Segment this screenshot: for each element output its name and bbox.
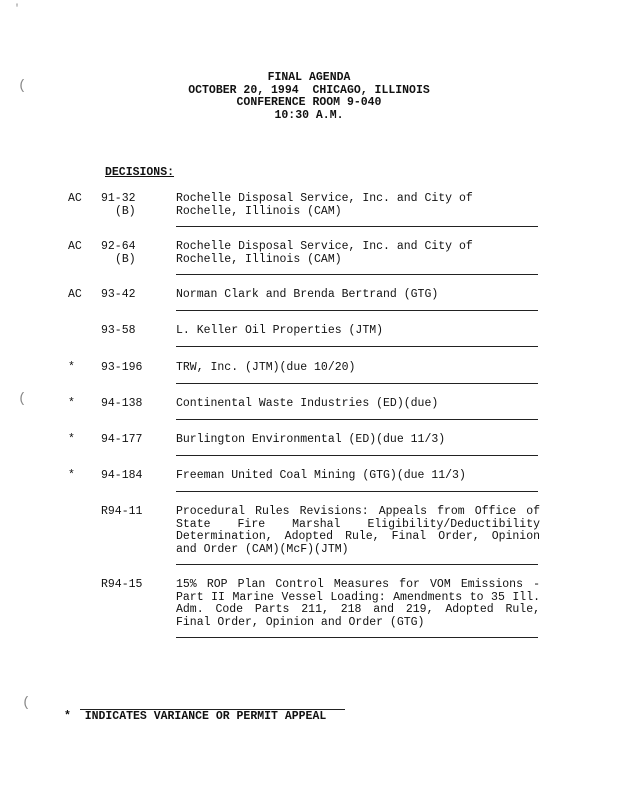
item-title: Rochelle Disposal Service, Inc. and City of Rochelle, Illinois (CAM) <box>176 192 473 218</box>
item-mark: * <box>68 433 75 446</box>
footnote: * INDICATES VARIANCE OR PERMIT APPEAL <box>64 710 327 723</box>
agenda-title: FINAL AGENDA <box>267 71 351 84</box>
docket-sub: (B) <box>115 252 136 266</box>
item-title: Procedural Rules Revisions: Appeals from Office of State Fire Marshal Eligibility/Deductibility Determination, Adopted Rule, Final Order, Opinion and Order (CAM)(McF)(JTM) <box>176 505 540 556</box>
item-mark: * <box>68 397 75 410</box>
docket-number: 93-196 <box>101 361 143 374</box>
section-title: DECISIONS: <box>105 166 175 179</box>
signature-line <box>176 226 538 227</box>
signature-line <box>176 455 538 456</box>
signature-line <box>176 637 538 638</box>
item-title: L. Keller Oil Properties (JTM) <box>176 324 384 337</box>
signature-line <box>176 564 538 565</box>
item-title: Burlington Environmental (ED)(due 11/3) <box>176 433 446 446</box>
agenda-header <box>0 72 618 122</box>
signature-line <box>176 310 538 311</box>
scan-speck: ( <box>22 695 31 711</box>
scan-speck: ' <box>14 4 21 15</box>
signature-line <box>176 419 538 420</box>
item-mark: * <box>68 361 75 374</box>
scan-speck: ( <box>18 391 27 407</box>
meeting-date-location: OCTOBER 20, 1994 CHICAGO, ILLINOIS <box>188 83 430 97</box>
item-mark: * <box>68 469 75 482</box>
docket-number: 91-32 (B) <box>101 193 171 218</box>
item-title: Norman Clark and Brenda Bertrand (GTG) <box>176 288 439 301</box>
item-mark: AC <box>68 288 82 301</box>
signature-line <box>176 346 538 347</box>
scan-speck: ( <box>18 78 27 94</box>
docket-number: 93-42 <box>101 288 136 301</box>
docket-number: 94-177 <box>101 433 143 446</box>
meeting-room: CONFERENCE ROOM 9-040 <box>236 96 382 109</box>
item-title: Rochelle Disposal Service, Inc. and City of Rochelle, Illinois (CAM) <box>176 240 473 266</box>
docket-number: R94-15 <box>101 578 143 591</box>
meeting-time: 10:30 A.M. <box>274 108 344 122</box>
signature-line <box>176 274 538 275</box>
docket-number: 92-64 (B) <box>101 241 171 266</box>
item-title: Continental Waste Industries (ED)(due) <box>176 397 439 410</box>
docket-number: 94-138 <box>101 397 143 410</box>
docket-sub: (B) <box>115 204 136 218</box>
item-title: 15% ROP Plan Control Measures for VOM Emissions - Part II Marine Vessel Loading: Amendments to 35 Ill. Adm. Code Parts 211, 218 and 219, Adopted Rule, Final Order, Opinion and Order (GTG) <box>176 578 540 629</box>
signature-line <box>176 491 538 492</box>
item-mark: AC <box>68 192 82 205</box>
item-title: TRW, Inc. (JTM)(due 10/20) <box>176 361 356 374</box>
docket-number: 94-184 <box>101 469 143 482</box>
signature-line <box>176 383 538 384</box>
docket-number: R94-11 <box>101 505 143 518</box>
item-title: Freeman United Coal Mining (GTG)(due 11/3) <box>176 469 466 482</box>
item-mark: AC <box>68 240 82 253</box>
docket-number: 93-58 <box>101 324 136 337</box>
